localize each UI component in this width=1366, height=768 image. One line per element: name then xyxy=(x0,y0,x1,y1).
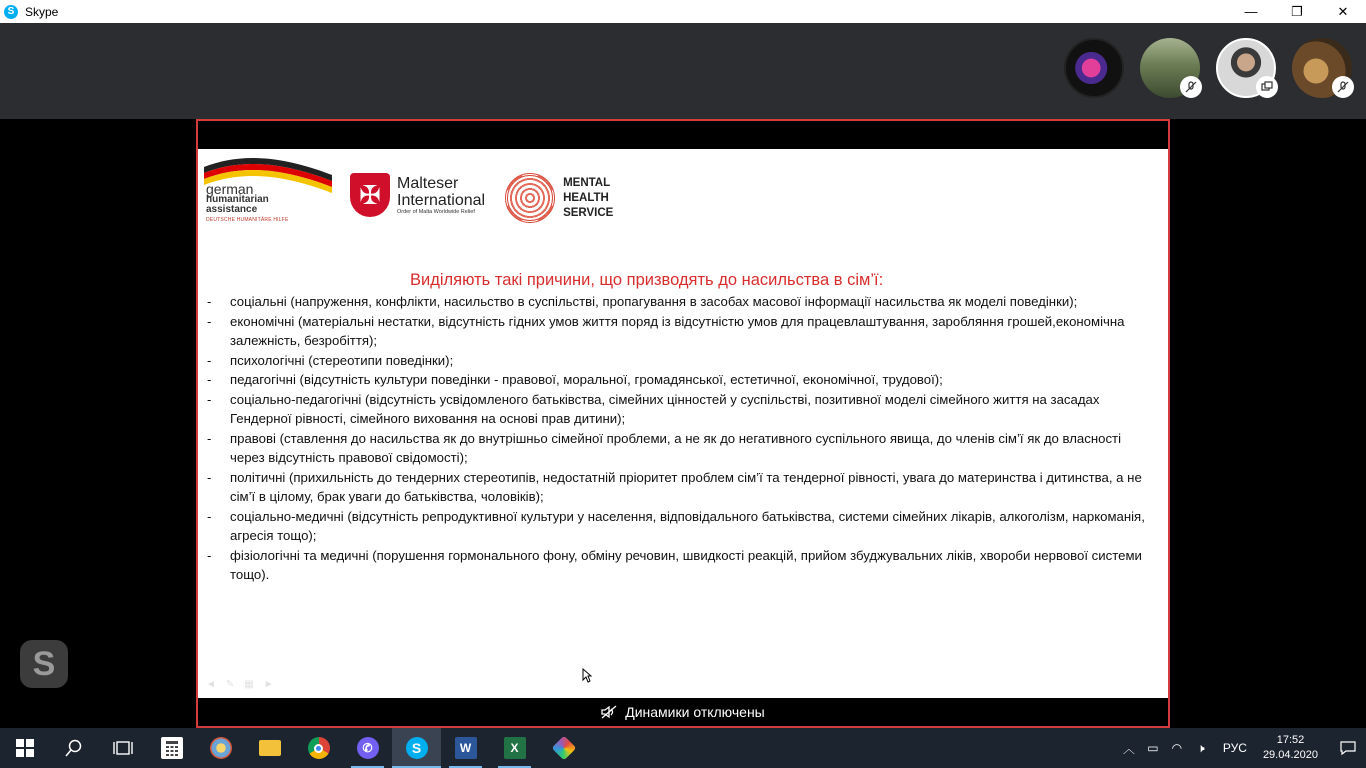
bullet-item xyxy=(206,390,1156,429)
taskbar-game[interactable] xyxy=(539,728,588,768)
slide-heading: Виділяють такі причини, що призводять до насильства в сім’ї: xyxy=(410,271,884,289)
clock-date: 29.04.2020 xyxy=(1262,749,1318,761)
search-button[interactable] xyxy=(49,728,98,768)
bullet-dash: - xyxy=(207,294,212,309)
clock-time: 17:52 xyxy=(1276,734,1305,746)
screen-share-icon xyxy=(1256,76,1278,98)
battery-icon[interactable]: ▭ xyxy=(1147,741,1159,755)
bullet-item xyxy=(206,507,1156,546)
participant-tile[interactable] xyxy=(1292,38,1352,98)
call-header xyxy=(0,23,1366,119)
taskbar-skype[interactable] xyxy=(392,728,441,768)
skype-icon: S xyxy=(406,737,428,759)
mental-health-logo xyxy=(505,173,613,223)
system-tray xyxy=(1117,728,1366,768)
close-button[interactable]: ✕ xyxy=(1337,3,1349,19)
chrome-icon xyxy=(308,737,330,759)
german-logo-line2: humanitarian xyxy=(206,194,269,205)
bullet-dash: - xyxy=(207,469,212,485)
volume-muted-icon[interactable]: 🕨 xyxy=(1197,740,1205,755)
bullet-dash: - xyxy=(207,508,212,524)
window-title: Skype xyxy=(25,4,59,19)
game-icon xyxy=(551,736,576,761)
bullet-text: психологічні (стереотипи поведінки); xyxy=(230,352,454,368)
restore-button[interactable]: ❐ xyxy=(1291,3,1303,19)
german-logo-line3: assistance xyxy=(206,204,258,215)
bullet-item xyxy=(206,468,1156,507)
mhs-line1: MENTAL xyxy=(563,176,611,189)
previous-icon[interactable]: ◄ xyxy=(206,679,216,690)
german-logo-subtitle: DEUTSCHE HUMANITÄRE HILFE xyxy=(206,217,289,223)
minimize-button[interactable]: — xyxy=(1244,4,1258,19)
window-controls xyxy=(1228,0,1366,23)
participant-tile[interactable] xyxy=(1064,38,1124,98)
bullet-item xyxy=(206,351,1156,371)
presentation-slide xyxy=(198,149,1168,698)
taskbar-chrome[interactable] xyxy=(294,728,343,768)
notification-icon xyxy=(1340,740,1356,756)
bullet-dash: - xyxy=(207,372,212,387)
pen-icon[interactable]: ✎ xyxy=(225,679,235,690)
wifi-icon[interactable]: ◠ xyxy=(1171,741,1183,755)
window-titlebar xyxy=(0,0,1366,23)
bullet-text: соціальні (напруження, конфлікти, насильство в суспільстві, пропагування в засобах масової інформації насильства як моделі поведінки); xyxy=(230,294,1078,309)
bullet-dash: - xyxy=(207,391,212,407)
mic-muted-icon xyxy=(1332,76,1354,98)
taskbar-excel[interactable] xyxy=(490,728,539,768)
bullet-text: економічні (матеріальні нестатки, відсутність гідних умов життя поряд із відсутністю умов для працевлаштування, заробляння грошей,економічна залежність, безробіття); xyxy=(230,313,1125,348)
search-icon xyxy=(65,739,83,757)
mental-health-emblem-icon xyxy=(505,173,555,223)
malteser-line2: International xyxy=(397,192,486,209)
skype-logo-icon: S xyxy=(4,5,18,19)
taskbar-viber[interactable] xyxy=(343,728,392,768)
participant-list xyxy=(1064,38,1352,98)
bullet-dash: - xyxy=(207,352,212,368)
participant-tile[interactable] xyxy=(1216,38,1276,98)
share-status-bar xyxy=(198,698,1168,726)
bullet-text: соціально-медичні (відсутність репродуктивної культури у населення, відповідального батьківства, системи сімейних лікарів, алкоголізм, наркоманія, агресія тощо); xyxy=(230,508,1145,543)
mic-muted-icon xyxy=(1180,76,1202,98)
german-humanitarian-logo xyxy=(200,153,340,223)
task-view-button[interactable] xyxy=(98,728,147,768)
taskbar-paint[interactable] xyxy=(196,728,245,768)
bullet-item xyxy=(206,312,1156,351)
bullet-text: політичні (прихильність до тендерних стереотипів, недостатній пріоритет проблем сім’ї та тендерної рівності, увага до материнства і дитинства, а не сім’ї в цілому, брак уваги до батьківства, чоловіків); xyxy=(230,469,1142,504)
next-icon[interactable]: ► xyxy=(263,679,274,690)
system-clock[interactable] xyxy=(1263,733,1318,763)
shared-screen[interactable] xyxy=(196,119,1170,728)
excel-icon: X xyxy=(504,737,526,759)
slides-icon[interactable]: ▦ xyxy=(244,679,254,690)
participant-tile[interactable] xyxy=(1140,38,1200,98)
speakers-status-text: Динамики отключены xyxy=(625,704,765,720)
bullet-text: фізіологічні та медичні (порушення гормонального фону, обміну речовин, швидкості реакцій, прийом збуджувальних ліків, хвороби нервової системи тощо). xyxy=(230,547,1142,582)
task-view-icon xyxy=(113,740,133,756)
windows-start-icon xyxy=(16,739,34,757)
bullet-text: педагогічні (відсутність культури поведінки - правової, моральної, громадянської, естетичної, економічної, трудової); xyxy=(230,372,943,387)
calculator-icon xyxy=(161,737,183,759)
mhs-line2: HEALTH xyxy=(563,191,609,204)
viber-icon: ✆ xyxy=(357,737,379,759)
paint-icon xyxy=(210,737,232,759)
folder-icon xyxy=(259,740,281,756)
bullet-text: правові (ставлення до насильства як до внутрішньо сімейної проблеми, а не як до негативного суспільного явища, до членів сім’ї як до власності через відсутність правової свідомості); xyxy=(230,430,1122,465)
taskbar-file-explorer[interactable] xyxy=(245,728,294,768)
slide-bullet-list xyxy=(206,292,1156,585)
maltese-cross-icon: ✠ xyxy=(350,173,390,217)
german-logo-line1: german xyxy=(206,181,254,197)
slide-logos xyxy=(200,153,613,223)
speaker-off-icon xyxy=(601,705,617,719)
bullet-item xyxy=(206,546,1156,585)
taskbar-word[interactable] xyxy=(441,728,490,768)
presentation-tools[interactable] xyxy=(206,679,274,690)
skype-floating-button[interactable]: S xyxy=(20,640,68,688)
bullet-item xyxy=(206,429,1156,468)
bullet-dash: - xyxy=(207,547,212,563)
malteser-line1: Malteser xyxy=(397,175,459,192)
malteser-logo xyxy=(350,173,485,217)
start-button[interactable] xyxy=(0,728,49,768)
bullet-item xyxy=(206,370,1156,390)
avatar xyxy=(1064,38,1124,98)
bullet-text: соціально-педагогічні (відсутність усвідомленого батьківства, сімейних цінностей у суспільстві, позитивної моделі сімейного життя на засадах Гендерної рівності, сімейного виховання на основі прав дитини); xyxy=(230,391,1100,426)
taskbar-calculator[interactable] xyxy=(147,728,196,768)
chevron-up-icon[interactable]: ︿ xyxy=(1122,741,1135,756)
bullet-item xyxy=(206,292,1156,312)
bullet-dash: - xyxy=(207,313,212,329)
word-icon: W xyxy=(455,737,477,759)
bullet-dash: - xyxy=(207,430,212,446)
mhs-line3: SERVICE xyxy=(563,206,614,219)
input-language[interactable]: РУС xyxy=(1222,741,1247,755)
mouse-cursor-icon xyxy=(582,668,592,683)
malteser-subtitle: Order of Malta Worldwide Relief xyxy=(397,209,475,215)
notifications-button[interactable] xyxy=(1330,728,1366,768)
windows-taskbar xyxy=(0,728,1366,768)
